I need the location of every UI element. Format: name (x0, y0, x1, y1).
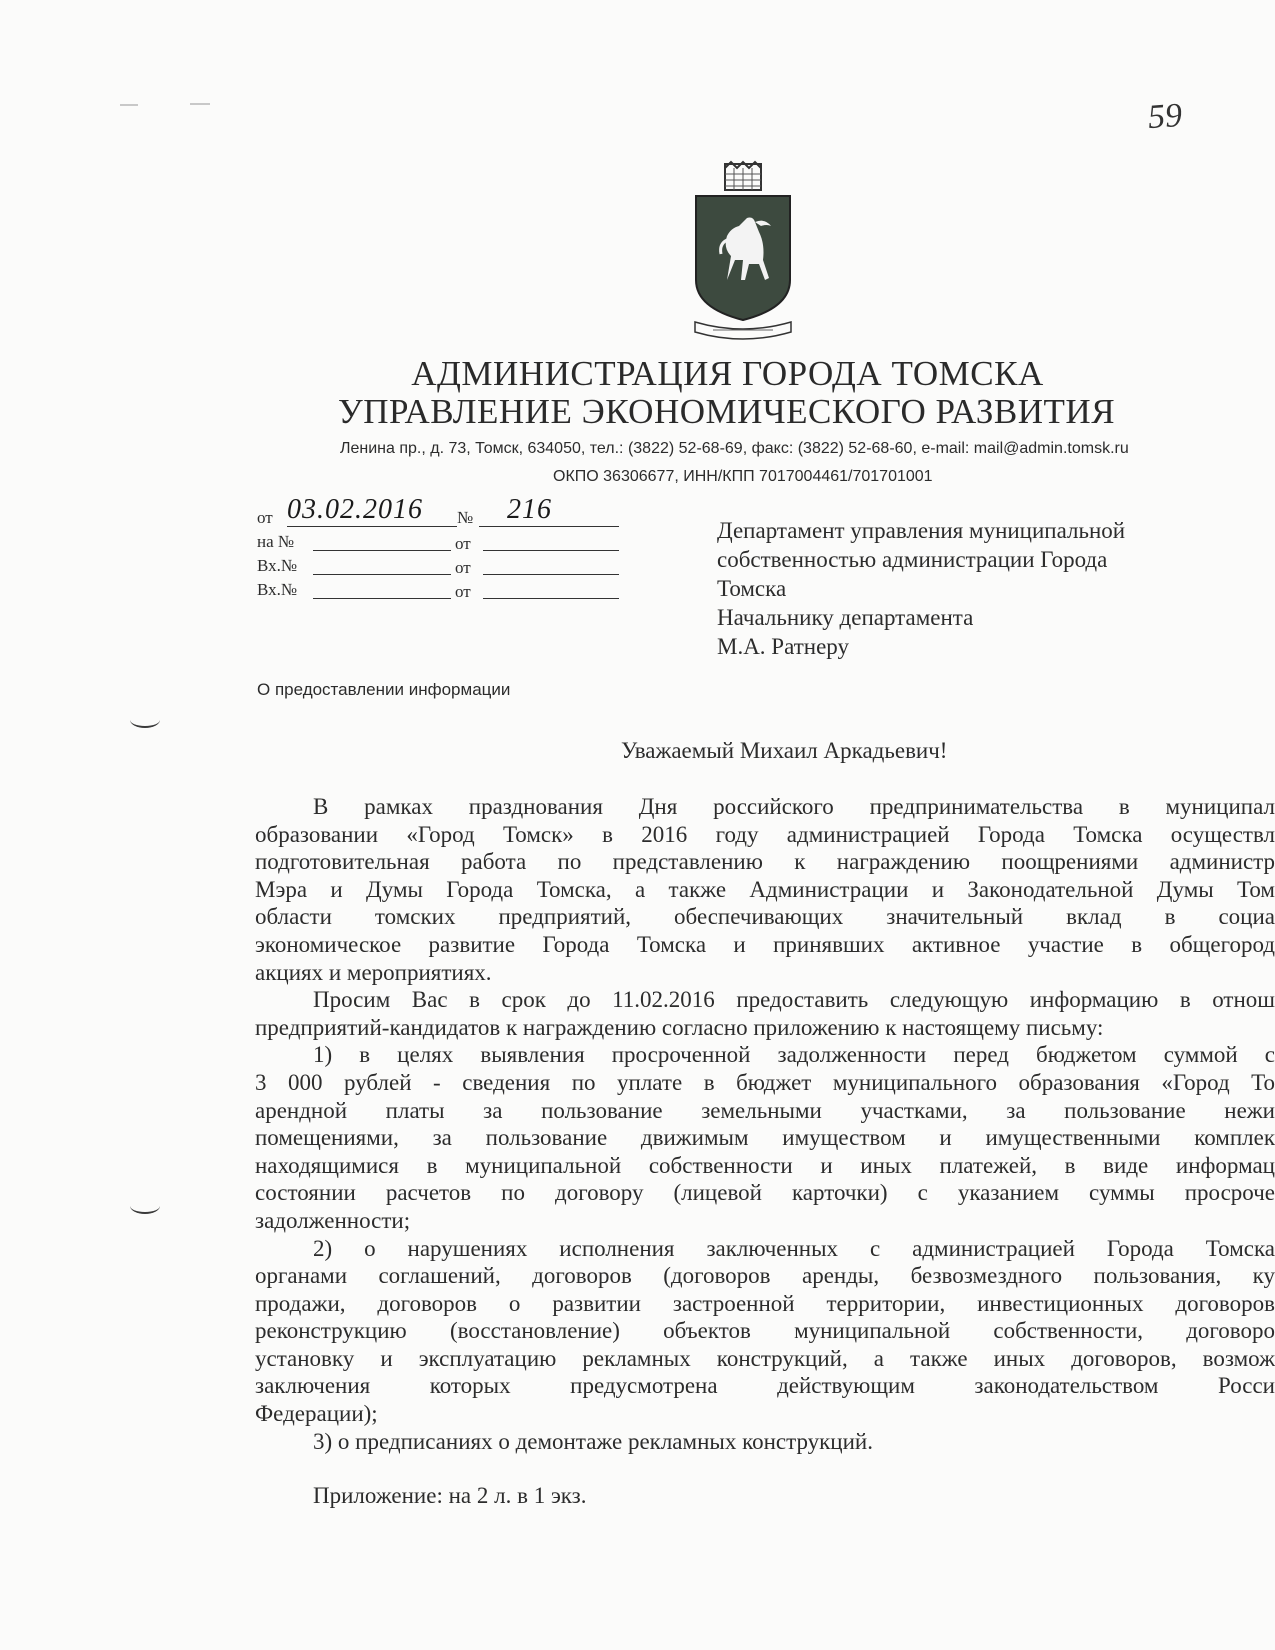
scan-speck (190, 103, 210, 105)
body-line: продажи, договоров о развитии застроенной территории, инвестиционных договоров (255, 1290, 1275, 1316)
body-line: помещениями, за пользование движимым имуществом и имущественными комплек (255, 1125, 1275, 1151)
body-line: 1) в целях выявления просроченной задолженности перед бюджетом суммой с (313, 1042, 1275, 1068)
body-line: подготовительная работа по представлению к награждению поощрениями администр (255, 849, 1275, 875)
reference-row (257, 525, 637, 553)
reference-date-label: от (455, 534, 471, 553)
body-line: предприятий-кандидатов к награждению согласно приложению к настоящему письму: (255, 1014, 1104, 1040)
body-line: реконструкцию (восстановление) объектов муниципальной собственности, договоро (255, 1318, 1275, 1344)
recipient-line: Департамент управления муниципальной (717, 518, 1126, 543)
body-line: находящимися в муниципальной собственности и иных платежей, в виде информац (255, 1152, 1275, 1178)
body-line: 2) о нарушениях исполнения заключенных с администрацией Города Томска (313, 1235, 1275, 1261)
hole-punch-mark (130, 712, 160, 728)
recipient-line: Начальнику департамента (717, 605, 974, 630)
body-line: задолженности; (255, 1207, 411, 1233)
underline (483, 598, 619, 599)
department-name: УПРАВЛЕНИЕ ЭКОНОМИЧЕСКОГО РАЗВИТИЯ (337, 392, 1116, 431)
underline (313, 598, 451, 599)
incoming-number-label: Вх.№ (257, 556, 298, 575)
paragraph-3 (255, 1041, 1275, 1234)
body-line: Мэра и Думы Города Томска, а также Администрации и Законодательной Думы Том (255, 876, 1275, 902)
body-line: акциях и мероприятиях. (255, 959, 492, 985)
attachment-note: Приложение: на 2 л. в 1 экз. (313, 1483, 587, 1509)
page-number-handwritten: 59 (1146, 96, 1184, 137)
organization-name: АДМИНИСТРАЦИЯ ГОРОДА ТОМСКА (411, 354, 1044, 393)
registration-codes: ОКПО 36306677, ИНН/КПП 7017004461/701701001 (553, 468, 933, 485)
hole-punch-mark (130, 1198, 160, 1214)
letter-body (255, 793, 1275, 1510)
body-line: заключения которых предусмотрена действующим законодательством Росси (255, 1373, 1275, 1399)
recipient-line: М.А. Ратнеру (717, 634, 849, 659)
from-label: от (257, 508, 273, 527)
incoming-row-2 (257, 575, 637, 600)
body-line: В рамках празднования Дня российского предпринимательства в муниципал (313, 794, 1275, 819)
scan-speck (120, 104, 138, 106)
body-line: арендной платы за пользование земельными участками, за пользование нежи (255, 1097, 1275, 1123)
outgoing-date: 03.02.2016 (287, 494, 423, 525)
number-label: № (457, 508, 474, 527)
paragraph-5: 3) о предписаниях о демонтаже рекламных конструкций. (313, 1428, 873, 1454)
body-line: экономическое развитие Города Томска и принявших активное участие в общегород (255, 931, 1275, 957)
body-line: органами соглашений, договоров (договоров аренды, безвозмездного пользования, ку (255, 1263, 1275, 1289)
letter-subject: О предоставлении информации (257, 680, 511, 699)
contact-details: Ленина пр., д. 73, Томск, 634050, тел.: (3822) 52-68-69, факс: (3822) 52-68-60, e-mail: mail@admin.tomsk.ru (340, 440, 1129, 457)
incoming-number-label: Вх.№ (257, 580, 298, 599)
body-line: Федерации); (255, 1401, 378, 1427)
body-line: области томских предприятий, обеспечивающих значительный вклад в социа (255, 904, 1275, 930)
body-line: состоянии расчетов по договору (лицевой карточки) с указанием суммы просроче (255, 1180, 1275, 1206)
paragraph-4 (255, 1235, 1275, 1428)
body-line: образовании «Город Томск» в 2016 году администрацией Города Томска осуществл (255, 821, 1275, 847)
paragraph-2 (255, 986, 1275, 1041)
recipient-block (717, 516, 1237, 661)
body-line: Просим Вас в срок до 11.02.2016 предоставить следующую информацию в отнош (313, 987, 1275, 1013)
incoming-date-label: от (455, 582, 471, 601)
incoming-row-1 (257, 550, 637, 575)
body-line: 3 000 рублей - сведения по уплате в бюджет муниципального образования «Город То (255, 1069, 1275, 1095)
paragraph-1 (255, 793, 1275, 986)
outgoing-number: 216 (507, 494, 552, 525)
tomsk-coat-of-arms-icon (693, 160, 793, 342)
incoming-date-label: от (455, 558, 471, 577)
registration-block (257, 494, 637, 601)
body-line: установку и эксплуатацию рекламных конструкций, а также иных договоров, возмож (255, 1345, 1275, 1371)
greeting: Уважаемый Михаил Аркадьевич! (621, 738, 948, 763)
spacer (255, 1455, 1275, 1482)
reference-number-label: на № (257, 532, 295, 551)
recipient-line: Томска (717, 576, 787, 601)
recipient-line: собственностью администрации Города (717, 547, 1108, 572)
outgoing-row (257, 494, 637, 527)
